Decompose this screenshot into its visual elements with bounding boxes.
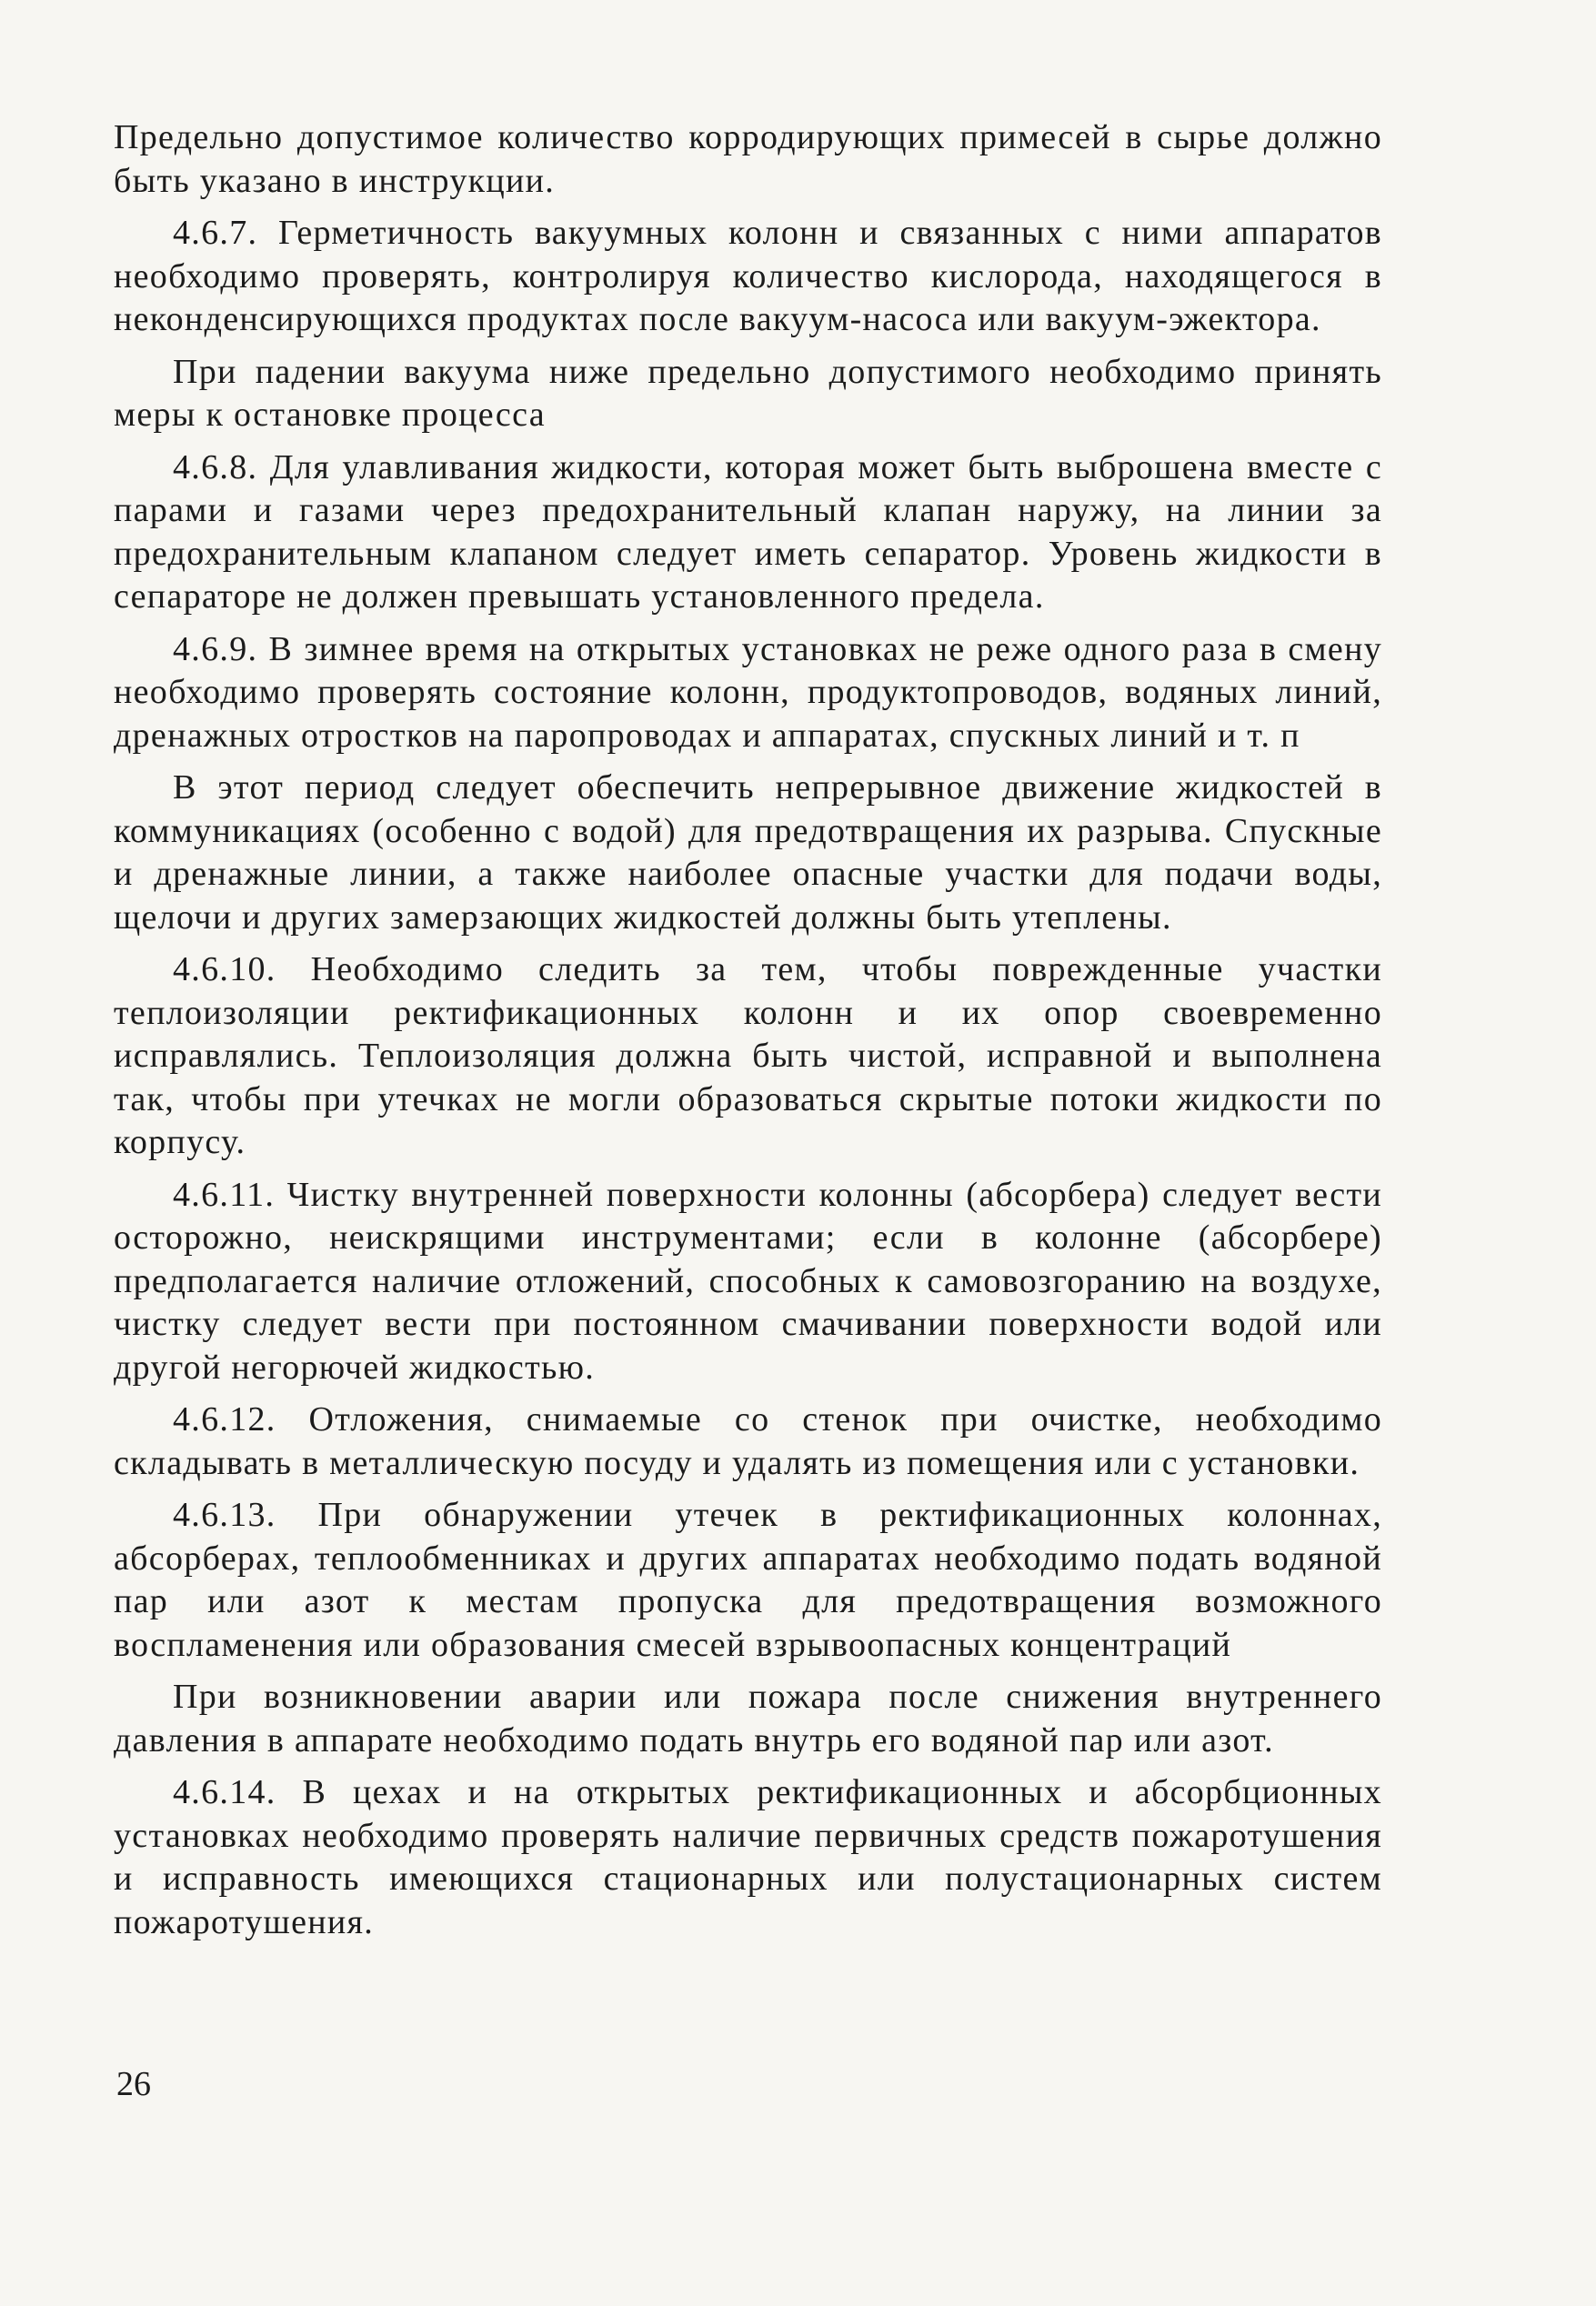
page-body bbox=[114, 116, 1382, 1953]
paragraph-4-6-11: 4.6.11. Чистку внутренней поверхности колонны (абсорбера) следует вести осторожно, неискрящими инструментами; если в колонне (абсорбере) предполагается наличие отложений, способных к самовозгоранию на воздухе, чистку следует вести при постоянном смачивании поверхности водой или другой негорючей жидкостью. bbox=[114, 1175, 1382, 1387]
paragraph-4-6-10: 4.6.10. Необходимо следить за тем, чтобы поврежденные участки теплоизоляции ректификационных колонн и их опор своевременно исправлялись. Теплоизоляция должна быть чистой, исправной и выполнена так, чтобы при утечках не могли образоваться скрытые потоки жидкости по корпусу. bbox=[114, 950, 1382, 1161]
paragraph-4-6-7: 4.6.7. Герметичность вакуумных колонн и связанных с ними аппаратов необходимо проверять, контролируя количество кислорода, находящегося в неконденсирующихся продуктах после вакуум-насоса или вакуум-эжектора. bbox=[114, 214, 1382, 338]
paragraph-intro: Предельно допустимое количество корродирующих примесей в сырье должно быть указано в инструкции. bbox=[114, 118, 1382, 200]
paragraph-4-6-9: 4.6.9. В зимнее время на открытых установках не реже одного раза в смену необходимо проверять состояние колонн, продуктопроводов, водяных линий, дренажных отростков на паропроводах и аппаратах, спускных линий и т. п bbox=[114, 629, 1382, 755]
paragraph-winter-period: В этот период следует обеспечить непрерывное движение жидкостей в коммуникациях (особенно с водой) для предотвращения их разрыва. Спускные и дренажные линии, а также наиболее опасные участки для подачи воды, щелочи и других замерзающих жидкостей должны быть утеплены. bbox=[114, 768, 1382, 937]
paragraph-accident: При возникновении аварии или пожара после снижения внутреннего давления в аппарате необходимо подать внутрь его водяной пар или азот. bbox=[114, 1678, 1382, 1760]
paragraph-4-6-13: 4.6.13. При обнаружении утечек в ректификационных колоннах, абсорберах, теплообменниках и других аппаратах необходимо подать водяной пар или азот к местам пропуска для предотвращения возможного воспламенения или образования смесей взрывоопасных концентраций bbox=[114, 1496, 1382, 1664]
paragraph-4-6-14: 4.6.14. В цехах и на открытых ректификационных и абсорбционных установках необходимо проверять наличие первичных средств пожаротушения и исправность имеющихся стационарных или полустационарных систем пожаротушения. bbox=[114, 1773, 1382, 1941]
page-number: 26 bbox=[116, 2065, 151, 2103]
paragraph-4-6-12: 4.6.12. Отложения, снимаемые со стенок при очистке, необходимо складывать в металлическую посуду и удалять из помещения или с установки. bbox=[114, 1400, 1382, 1482]
paragraph-4-6-8: 4.6.8. Для улавливания жидкости, которая может быть выброшена вместе с парами и газами через предохранительный клапан наружу, на линии за предохранительным клапаном следует иметь сепаратор. Уровень жидкости в сепараторе не должен превышать установленного предела. bbox=[114, 447, 1382, 616]
paragraph-vacuum-drop: При падении вакуума ниже предельно допустимого необходимо принять меры к остановке процесса bbox=[114, 352, 1382, 434]
